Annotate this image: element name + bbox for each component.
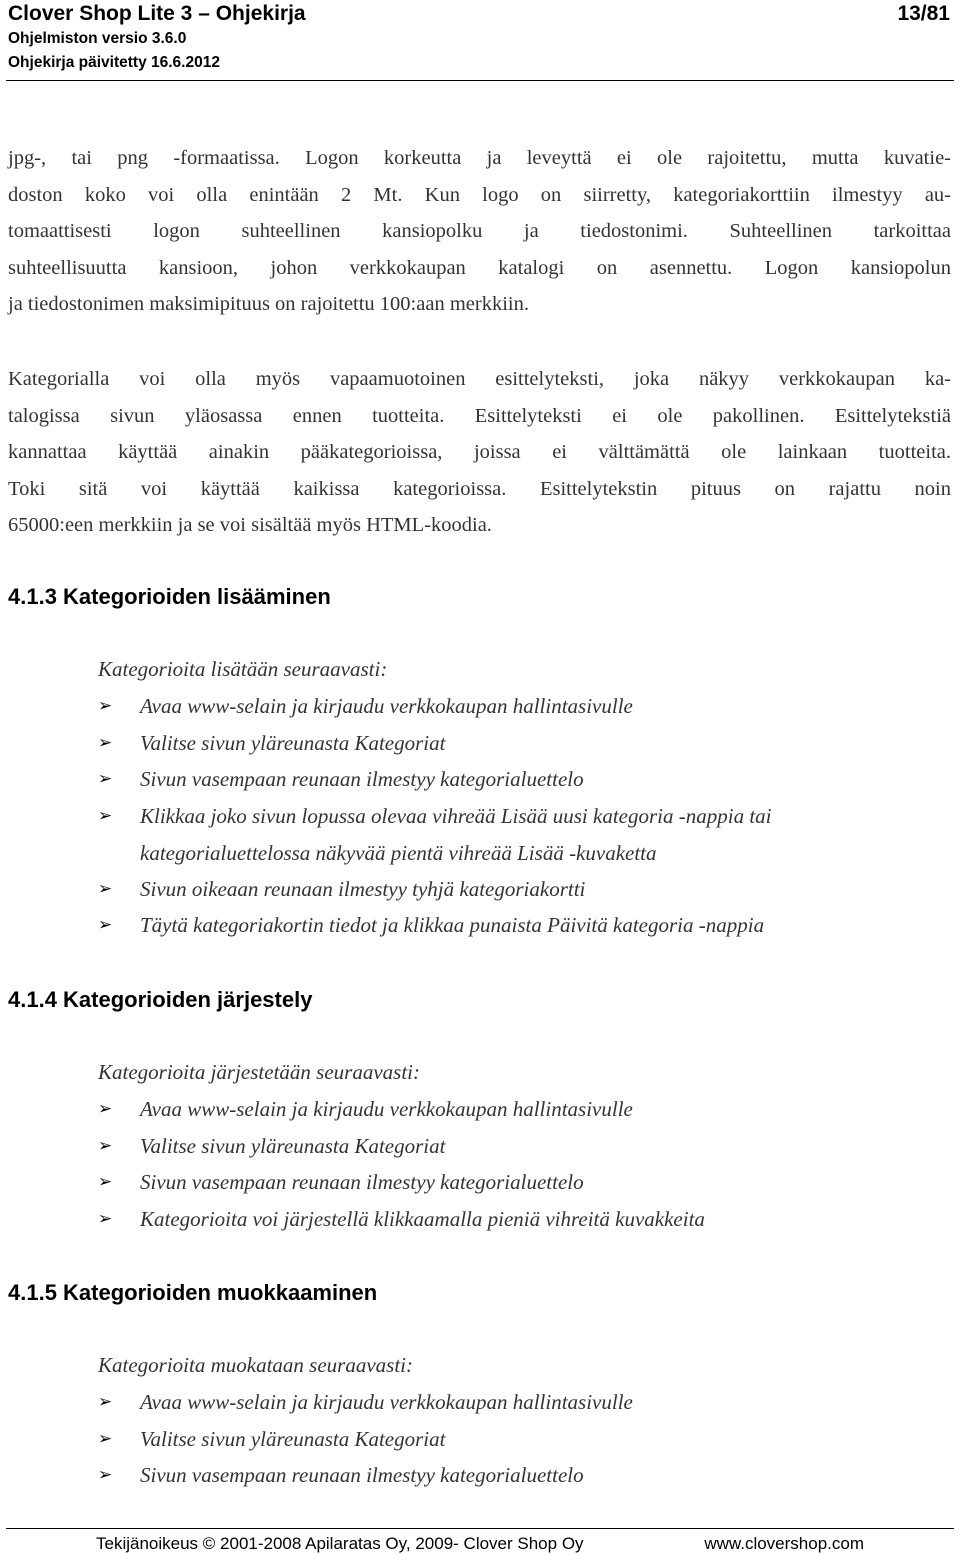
footer-website-link[interactable]: www.clovershop.com (704, 1534, 864, 1553)
paragraph-line: ja tiedostonimen maksimipituus on rajoitettu 100:aan merkkiin. (8, 293, 529, 315)
body-paragraph-2 (8, 361, 951, 544)
arrow-bullet-icon: ➢ (98, 733, 113, 753)
arrow-bullet-icon: ➢ (98, 915, 113, 935)
arrow-bullet-icon: ➢ (98, 879, 113, 899)
arrow-bullet-icon: ➢ (98, 1136, 113, 1156)
section-intro: Kategorioita järjestetään seuraavasti: (98, 1060, 420, 1084)
arrow-bullet-icon: ➢ (98, 696, 113, 716)
document-title: Clover Shop Lite 3 – Ohjekirja (8, 2, 306, 25)
paragraph-line: 65000:een merkkiin ja se voi sisältää myös HTML-koodia. (8, 514, 492, 536)
paragraph-line: suhteellisuutta kansioon, johon verkkokaupan katalogi on asennettu. Logon kansiopolun (8, 256, 951, 279)
section-intro: Kategorioita muokataan seuraavasti: (98, 1353, 413, 1377)
paragraph-line: tomaattisesti logon suhteellinen kansiopolku ja tiedostonimi. Suhteellinen tarkoittaa (8, 220, 951, 242)
section-heading: 4.1.5 Kategorioiden muokkaaminen (8, 1280, 378, 1305)
page-number: 13/81 (897, 2, 950, 25)
section-heading: 4.1.4 Kategorioiden järjestely (8, 987, 313, 1012)
section-intro: Kategorioita lisätään seuraavasti: (98, 657, 388, 681)
footer-divider (6, 1528, 954, 1529)
manual-updated-date: Ohjekirja päivitetty 16.6.2012 (8, 54, 220, 71)
arrow-bullet-icon: ➢ (98, 1392, 113, 1412)
paragraph-line: talogissa sivun yläosassa ennen tuotteita. Esittelyteksti ei ole pakollinen. Esittelytekstiä (8, 404, 951, 427)
section-heading: 4.1.3 Kategorioiden lisääminen (8, 584, 331, 609)
arrow-bullet-icon: ➢ (98, 1172, 113, 1192)
arrow-bullet-icon: ➢ (98, 806, 113, 826)
arrow-bullet-icon: ➢ (98, 1099, 113, 1119)
paragraph-line: jpg-, tai png -formaatissa. Logon korkeutta ja leveyttä ei ole rajoitettu, mutta kuvatie- (8, 147, 951, 169)
arrow-bullet-icon: ➢ (98, 769, 113, 789)
software-version: Ohjelmiston versio 3.6.0 (8, 30, 187, 47)
header-divider (6, 80, 954, 81)
arrow-bullet-icon: ➢ (98, 1429, 113, 1449)
arrow-bullet-icon: ➢ (98, 1465, 113, 1485)
paragraph-line: kannattaa käyttää ainakin pääkategorioissa, joissa ei välttämättä ole lainkaan tuotteita. (8, 441, 951, 463)
arrow-bullet-icon: ➢ (98, 1209, 113, 1229)
paragraph-line: Toki sitä voi käyttää kaikissa kategorioissa. Esittelytekstin pituus on rajattu noin (8, 477, 951, 500)
footer-copyright: Tekijänoikeus © 2001-2008 Apilaratas Oy, 2009- Clover Shop Oy (96, 1534, 584, 1553)
paragraph-line: Kategorialla voi olla myös vapaamuotoinen esittelyteksti, joka näkyy verkkokaupan ka- (8, 368, 951, 390)
list-item-continuation: kategorialuettelossa näkyvää pientä vihreää Lisää -kuvaketta (140, 840, 657, 865)
paragraph-line: doston koko voi olla enintään 2 Mt. Kun logo on siirretty, kategoriakorttiin ilmestyy au- (8, 183, 951, 206)
body-paragraph-1 (8, 140, 951, 323)
